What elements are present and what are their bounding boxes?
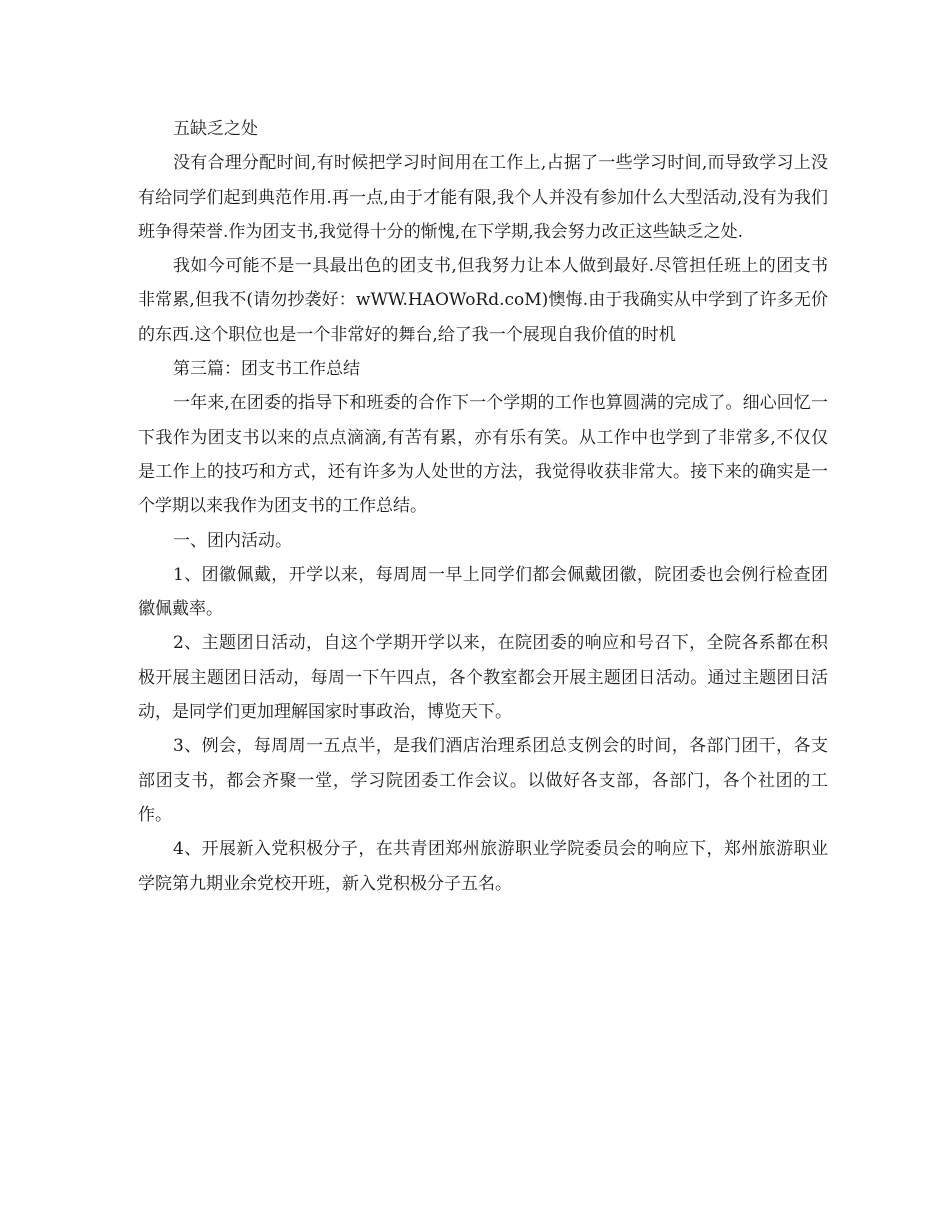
paragraph: 我如今可能不是一具最出色的团支书,但我努力让本人做到最好.尽管担任班上的团支书非常累,但我不(请勿抄袭好：wWW.HAOWoRd.coM)懊悔.由于我确实从中学到了许多无价的东西.这个职位也是一个非常好的舞台,给了我一个展现自我价值的时机 bbox=[138, 256, 828, 345]
section-heading: 五缺乏之处 bbox=[173, 119, 258, 139]
list-item: 4、开展新入党积极分子，在共青团郑州旅游职业学院委员会的响应下，郑州旅游职业学院第九期业余党校开班，新入党积极分子五名。 bbox=[138, 839, 828, 894]
list-item: 3、例会，每周周一五点半，是我们酒店治理系团总支例会的时间，各部门团干，各支部团支书，都会齐聚一堂，学习院团委工作会议。以做好各支部，各部门，各个社团的工作。 bbox=[138, 736, 828, 825]
section-heading: 一、团内活动。 bbox=[173, 530, 292, 551]
document-body bbox=[138, 112, 828, 901]
paragraph: 没有合理分配时间,有时候把学习时间用在工作上,占据了一些学习时间,而导致学习上没有给同学们起到典范作用.再一点,由于才能有限,我个人并没有参加什么大型活动,没有为我们班争得荣誉.作为团支书,我觉得十分的惭愧,在下学期,我会努力改正这些缺乏之处. bbox=[138, 153, 828, 242]
part-title: 第三篇：团支书工作总结 bbox=[173, 359, 360, 380]
list-item: 2、主题团日活动，自这个学期开学以来，在院团委的响应和号召下，全院各系都在积极开展主题团日活动，每周一下午四点，各个教室都会开展主题团日活动。通过主题团日活动，是同学们更加理解国家时事政治，博览天下。 bbox=[138, 633, 828, 723]
list-item: 1、团徽佩戴，开学以来，每周周一早上同学们都会佩戴团徽，院团委也会例行检查团徽佩戴率。 bbox=[138, 564, 828, 620]
paragraph: 一年来,在团委的指导下和班委的合作下一个学期的工作也算圆满的完成了。细心回忆一下我作为团支书以来的点点滴滴,有苦有累，亦有乐有笑。从工作中也学到了非常多,不仅仅是工作上的技巧和方式，还有许多为人处世的方法，我觉得收获非常大。接下来的确实是一个学期以来我作为团支书的工作总结。 bbox=[138, 393, 828, 517]
